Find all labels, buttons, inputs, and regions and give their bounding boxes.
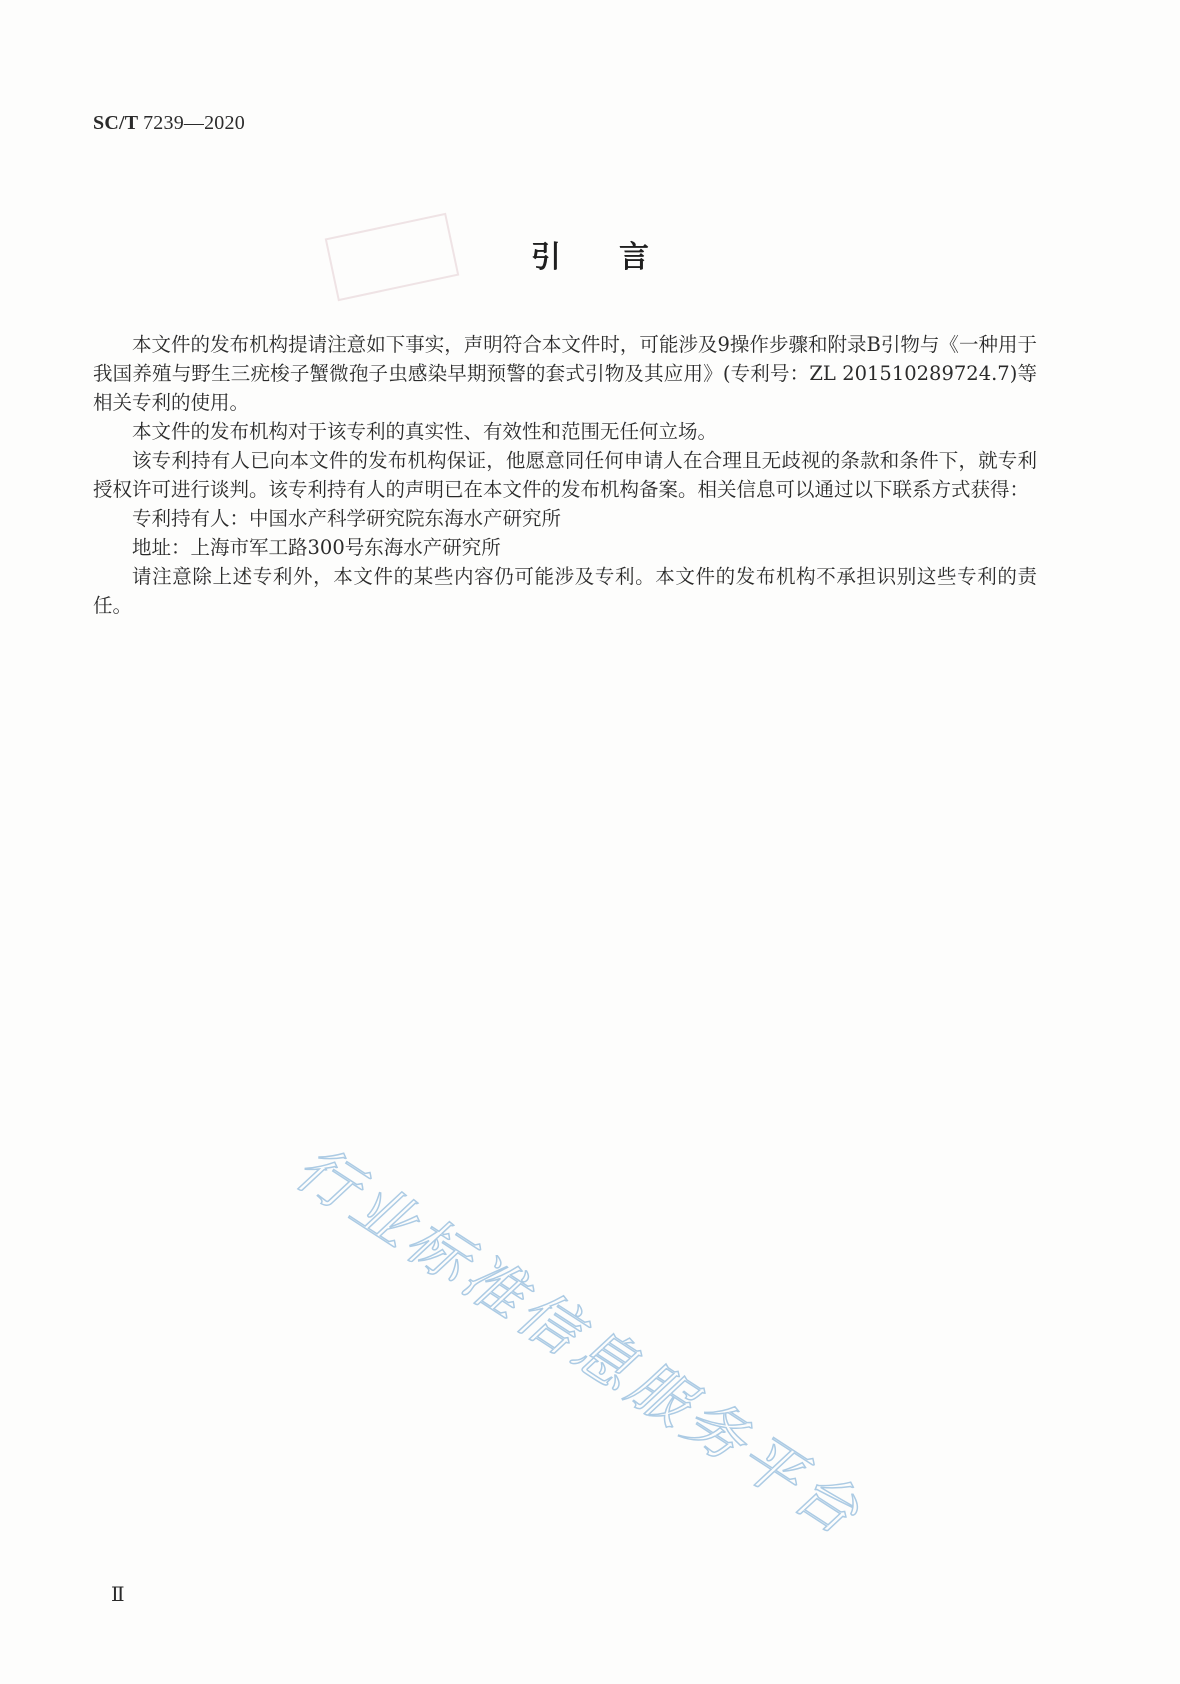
section-title: 引言 [531, 240, 707, 275]
standard-code [93, 112, 245, 135]
body-text [93, 330, 1037, 620]
page-number: Ⅱ [111, 1584, 125, 1606]
paragraph-patent-holder: 专利持有人：中国水产科学研究院东海水产研究所 [132, 507, 562, 530]
paragraph-position: 本文件的发布机构对于该专利的真实性、有效性和范围无任何立场。 [132, 420, 718, 443]
paragraph-address: 地址：上海市军工路300号东海水产研究所 [132, 536, 501, 559]
paragraph-patent-notice: 本文件的发布机构提请注意如下事实，声明符合本文件时，可能涉及9操作步骤和附录B引物与《一种用于我国养殖与野生三疣梭子蟹微孢子虫感染早期预警的套式引物及其应用》(专利号：ZL 201510289724.7)等相关专利的使用。 [93, 333, 1037, 414]
standard-prefix: SC/T [93, 112, 138, 134]
paragraph-holder-guarantee: 该专利持有人已向本文件的发布机构保证，他愿意同任何申请人在合理且无歧视的条款和条件下，就专利授权许可进行谈判。该专利持有人的声明已在本文件的发布机构备案。相关信息可以通过以下联系方式获得： [93, 449, 1037, 501]
watermark: 行业标准信息服务平台 [283, 1132, 875, 1552]
standard-number: 7239—2020 [143, 112, 245, 134]
paragraph-disclaimer: 请注意除上述专利外，本文件的某些内容仍可能涉及专利。本文件的发布机构不承担识别这些专利的责任。 [93, 565, 1037, 617]
